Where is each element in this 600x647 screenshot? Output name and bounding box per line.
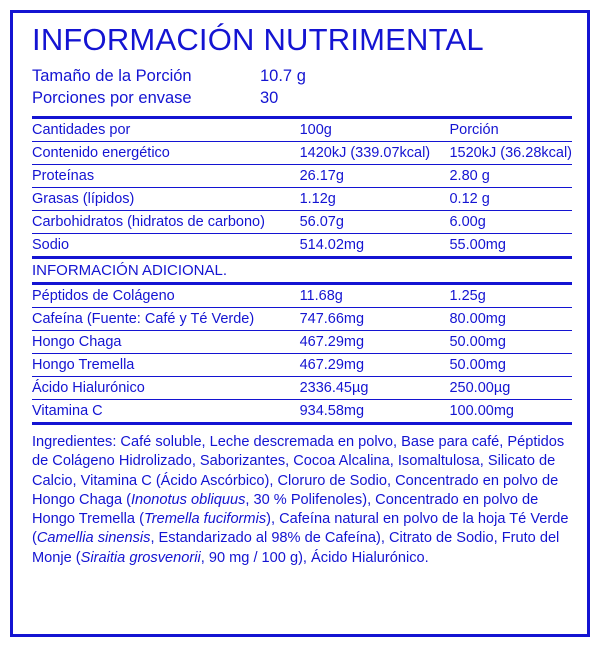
ingredients-text-1: Ingredientes: Café soluble, Leche descremada en polvo, Base para café, Péptidos de Colágeno Hidrolizado, Saborizantes, Cocoa Alcalina, Isomaltulosa, Silicato de Calcio, Vitamina C (Ácido Ascórbico), Cloruro de Sodio, Concentrado en polvo de Hongo Chaga ( xyxy=(32,434,565,508)
page-title: INFORMACIÓN NUTRIMENTAL xyxy=(32,22,484,57)
table-row xyxy=(32,331,572,354)
header-100g: 100g xyxy=(300,119,450,142)
row-name: Carbohidratos (hidratos de carbono) xyxy=(32,211,300,234)
serving-size-value: 10.7 g xyxy=(260,66,306,85)
row-value-100g: 934.58mg xyxy=(300,400,450,424)
row-value-portion: 55.00mg xyxy=(449,234,572,258)
servings-per-container-value: 30 xyxy=(260,88,279,107)
row-value-100g: 26.17g xyxy=(300,165,450,188)
row-value-portion: 250.00µg xyxy=(449,377,572,400)
table-row xyxy=(32,354,572,377)
table-row xyxy=(32,188,572,211)
row-value-portion: 50.00mg xyxy=(449,354,572,377)
row-value-100g: 467.29mg xyxy=(300,331,450,354)
ingredients-text-4: , Estandarizado al 98% de Cafeína), Citrato de Sodio, Fruto del Monje ( xyxy=(32,530,560,566)
serving-size-label: Tamaño de la Porción xyxy=(32,66,192,85)
ingredients-scientific-name-3: Camellia sinensis xyxy=(36,530,151,547)
header-amounts-per: Cantidades por xyxy=(32,119,300,142)
row-name: Péptidos de Colágeno xyxy=(32,284,300,308)
ingredients-text-5: , 90 mg / 100 g), Ácido Hialurónico. xyxy=(200,549,429,566)
row-name: Cafeína (Fuente: Café y Té Verde) xyxy=(32,308,300,331)
row-value-100g: 56.07g xyxy=(300,211,450,234)
table-row xyxy=(32,377,572,400)
row-value-100g: 1420kJ (339.07kcal) xyxy=(300,142,450,165)
ingredients-scientific-name-4: Siraitia grosvenorii xyxy=(80,549,201,566)
ingredients-text-2: , 30 % Polifenoles), Concentrado en polvo de Hongo Tremella ( xyxy=(32,491,539,528)
header-portion: Porción xyxy=(449,119,572,142)
ingredients-scientific-name-2: Tremella fuciformis xyxy=(143,511,267,528)
table-row xyxy=(32,211,572,234)
row-value-100g: 1.12g xyxy=(300,188,450,211)
row-name: Ácido Hialurónico xyxy=(32,377,300,400)
serving-size-row xyxy=(32,65,572,87)
ingredients-paragraph xyxy=(32,425,572,568)
row-value-portion: 2.80 g xyxy=(449,165,572,188)
row-value-100g: 2336.45µg xyxy=(300,377,450,400)
table-row xyxy=(32,165,572,188)
row-value-100g: 514.02mg xyxy=(300,234,450,258)
ingredients-text-3: ), Cafeína natural en polvo de la hoja Té Verde ( xyxy=(32,511,569,547)
table-row xyxy=(32,142,572,165)
nutrition-table xyxy=(32,119,572,425)
row-value-100g: 11.68g xyxy=(300,284,450,308)
table-header-row xyxy=(32,119,572,142)
servings-per-container-row xyxy=(32,87,572,109)
row-value-portion: 80.00mg xyxy=(449,308,572,331)
row-name: Grasas (lípidos) xyxy=(32,188,300,211)
additional-section-title: INFORMACIÓN ADICIONAL. xyxy=(32,258,572,284)
row-value-portion: 1520kJ (36.28kcal) xyxy=(449,142,572,165)
table-row xyxy=(32,400,572,424)
row-value-portion: 50.00mg xyxy=(449,331,572,354)
row-name: Contenido energético xyxy=(32,142,300,165)
ingredients-scientific-name-1: Inonotus obliquus xyxy=(130,491,246,508)
row-name: Hongo Chaga xyxy=(32,331,300,354)
row-value-portion: 0.12 g xyxy=(449,188,572,211)
table-row xyxy=(32,308,572,331)
serving-info xyxy=(32,65,572,110)
row-value-100g: 467.29mg xyxy=(300,354,450,377)
row-value-portion: 100.00mg xyxy=(449,400,572,424)
row-value-100g: 747.66mg xyxy=(300,308,450,331)
row-name: Hongo Tremella xyxy=(32,354,300,377)
table-row xyxy=(32,284,572,308)
row-value-portion: 1.25g xyxy=(449,284,572,308)
row-name: Sodio xyxy=(32,234,300,258)
table-row xyxy=(32,234,572,258)
row-value-portion: 6.00g xyxy=(449,211,572,234)
additional-section-header xyxy=(32,258,572,284)
row-name: Vitamina C xyxy=(32,400,300,424)
servings-per-container-label: Porciones por envase xyxy=(32,88,192,107)
row-name: Proteínas xyxy=(32,165,300,188)
